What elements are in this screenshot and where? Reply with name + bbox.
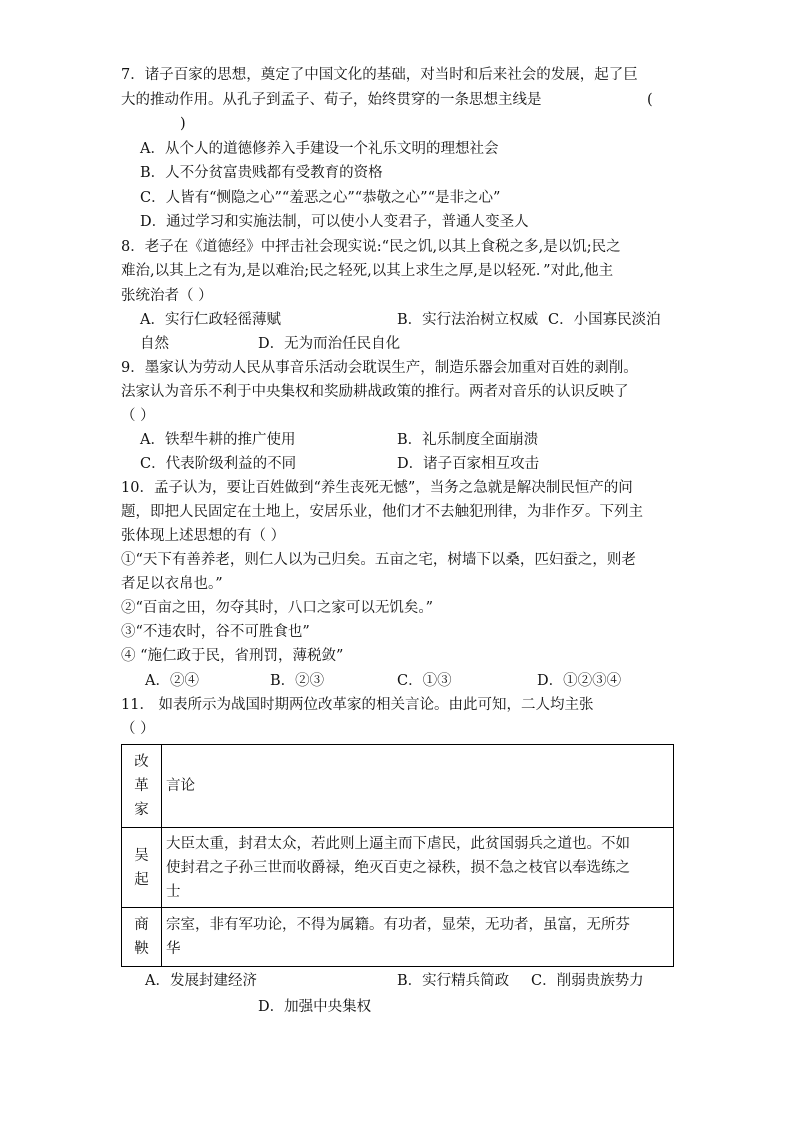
quote-line: 大臣太重，封君太众，若此则上逼主而下虐民，此贫国弱兵之道也。不如 bbox=[166, 835, 630, 852]
q8-option-c-continued: 自然 bbox=[140, 336, 169, 352]
q11-option-a: A．发展封建经济 bbox=[145, 973, 257, 989]
q10-item-4: ④ “施仁政于民，省刑罚，薄税敛” bbox=[121, 648, 344, 664]
q7-stem-line-1: 7．诸子百家的思想，奠定了中国文化的基础，对当时和后来社会的发展，起了巨 bbox=[121, 67, 638, 83]
reformer-name-char: 鞅 bbox=[134, 941, 149, 957]
header-label-char: 革 bbox=[134, 778, 149, 794]
q8-stem-line-1: 8．老子在《道德经》中抨击社会现实说:“民之饥,以其上食税之多,是以饥;民之 bbox=[121, 239, 621, 255]
q11-option-b: B．实行精兵简政 bbox=[397, 973, 510, 989]
q7-option-d: D．通过学习和实施法制，可以使小人变君子，普通人变圣人 bbox=[140, 214, 529, 230]
q10-option-d: D．①②③④ bbox=[537, 673, 622, 689]
quote-line: 使封君之子孙三世而收爵禄，绝灭百吏之禄秩，损不急之枝官以奉选练之 bbox=[166, 859, 630, 876]
header-label-char: 改 bbox=[134, 754, 149, 770]
q10-item-2: ②“百亩之田，勿夺其时，八口之家可以无饥矣。” bbox=[121, 600, 434, 616]
header-label-cell bbox=[122, 745, 162, 828]
q8-option-d: D．无为而治任民自化 bbox=[258, 336, 401, 352]
q9-stem-line-2: 法家认为音乐不利于中央集权和奖励耕战政策的推行。两者对音乐的认识反映了 bbox=[121, 384, 629, 400]
reformer-name-cell bbox=[122, 908, 162, 967]
q9-option-d: D．诸子百家相互攻击 bbox=[397, 456, 540, 472]
reformer-name-char: 吴 bbox=[134, 847, 149, 864]
q8-stem-line-3: 张统治者（ ） bbox=[121, 288, 213, 304]
q8-option-c: C．小国寡民淡泊 bbox=[548, 312, 661, 328]
quote-line: 士 bbox=[166, 883, 181, 900]
q10-stem-line-2: 题，即把人民固定在土地上，安居乐业，他们才不去触犯刑律，为非作歹。下列主 bbox=[121, 504, 643, 520]
q11-option-d: D．加强中央集权 bbox=[258, 999, 372, 1015]
q7-option-c: C．人皆有“恻隐之心”“羞恶之心”“恭敬之心”“是非之心” bbox=[140, 190, 501, 206]
q7-option-b: B．人不分贫富贵贱都有受教育的资格 bbox=[140, 165, 383, 181]
q10-item-1: ①“天下有善养老，则仁人以为己归矣。五亩之宅，树墙下以桑，匹妇蚕之，则老 bbox=[121, 552, 636, 568]
header-value-cell bbox=[162, 745, 674, 828]
q10-option-b: B．②③ bbox=[270, 673, 325, 689]
q8-stem-line-2: 难治,以其上之有为,是以难治;民之轻死,以其上求生之厚,是以轻死．”对此,他主 bbox=[121, 263, 614, 279]
q9-stem-line-3: （ ） bbox=[121, 408, 155, 424]
q10-option-a: A．②④ bbox=[145, 673, 199, 689]
reformer-name-cell bbox=[122, 828, 162, 908]
table-header-row bbox=[122, 745, 674, 828]
q9-option-b: B．礼乐制度全面崩溃 bbox=[397, 432, 539, 448]
quote-line: 华 bbox=[166, 941, 181, 957]
q10-item-1-continued: 者足以衣帛也。” bbox=[121, 576, 223, 592]
table-row bbox=[122, 908, 674, 967]
q7-answer-paren-close: ) bbox=[180, 116, 186, 132]
quote-cell bbox=[162, 828, 674, 908]
q10-stem-line-1: 10．孟子认为，要让百姓做到“养生丧死无憾”，当务之急就是解决制民恒产的问 bbox=[121, 480, 633, 496]
header-label-char: 家 bbox=[134, 802, 149, 818]
q9-stem-line-1: 9．墨家认为劳动人民从事音乐活动会耽误生产，制造乐器会加重对百姓的剥削。 bbox=[121, 360, 638, 376]
q10-item-3: ③“不违农时，谷不可胜食也” bbox=[121, 624, 310, 640]
q9-option-c: C．代表阶级利益的不同 bbox=[140, 456, 297, 472]
reformer-name-char: 商 bbox=[134, 917, 149, 933]
q11-option-c: C．削弱贵族势力 bbox=[531, 973, 644, 989]
q7-option-a: A．从个人的道德修养入手建设一个礼乐文明的理想社会 bbox=[140, 141, 499, 157]
quote-line: 宗室，非有军功论，不得为属籍。有功者，显荣，无功者，虽富，无所芬 bbox=[166, 917, 630, 933]
q8-option-a: A．实行仁政轻徭薄赋 bbox=[140, 312, 281, 328]
q10-stem-line-3: 张体现上述思想的有（ ） bbox=[121, 528, 286, 544]
quote-cell bbox=[162, 908, 674, 967]
q7-answer-paren-open: ( bbox=[647, 92, 653, 108]
q11-stem-line-2: （ ） bbox=[121, 721, 155, 737]
table-row bbox=[122, 828, 674, 908]
header-value: 言论 bbox=[166, 778, 195, 794]
q8-option-b: B．实行法治树立权威 bbox=[397, 312, 539, 328]
q10-option-c: C．①③ bbox=[397, 673, 452, 689]
q7-stem-line-2: 大的推动作用。从孔子到孟子、荀子，始终贯穿的一条思想主线是 bbox=[121, 92, 542, 108]
reformers-table bbox=[121, 744, 674, 967]
q9-option-a: A．铁犁牛耕的推广使用 bbox=[140, 432, 296, 448]
q11-stem-line-1: 11． 如表所示为战国时期两位改革家的相关言论。由此可知，二人均主张 bbox=[121, 697, 594, 713]
reformer-name-char: 起 bbox=[134, 871, 149, 888]
